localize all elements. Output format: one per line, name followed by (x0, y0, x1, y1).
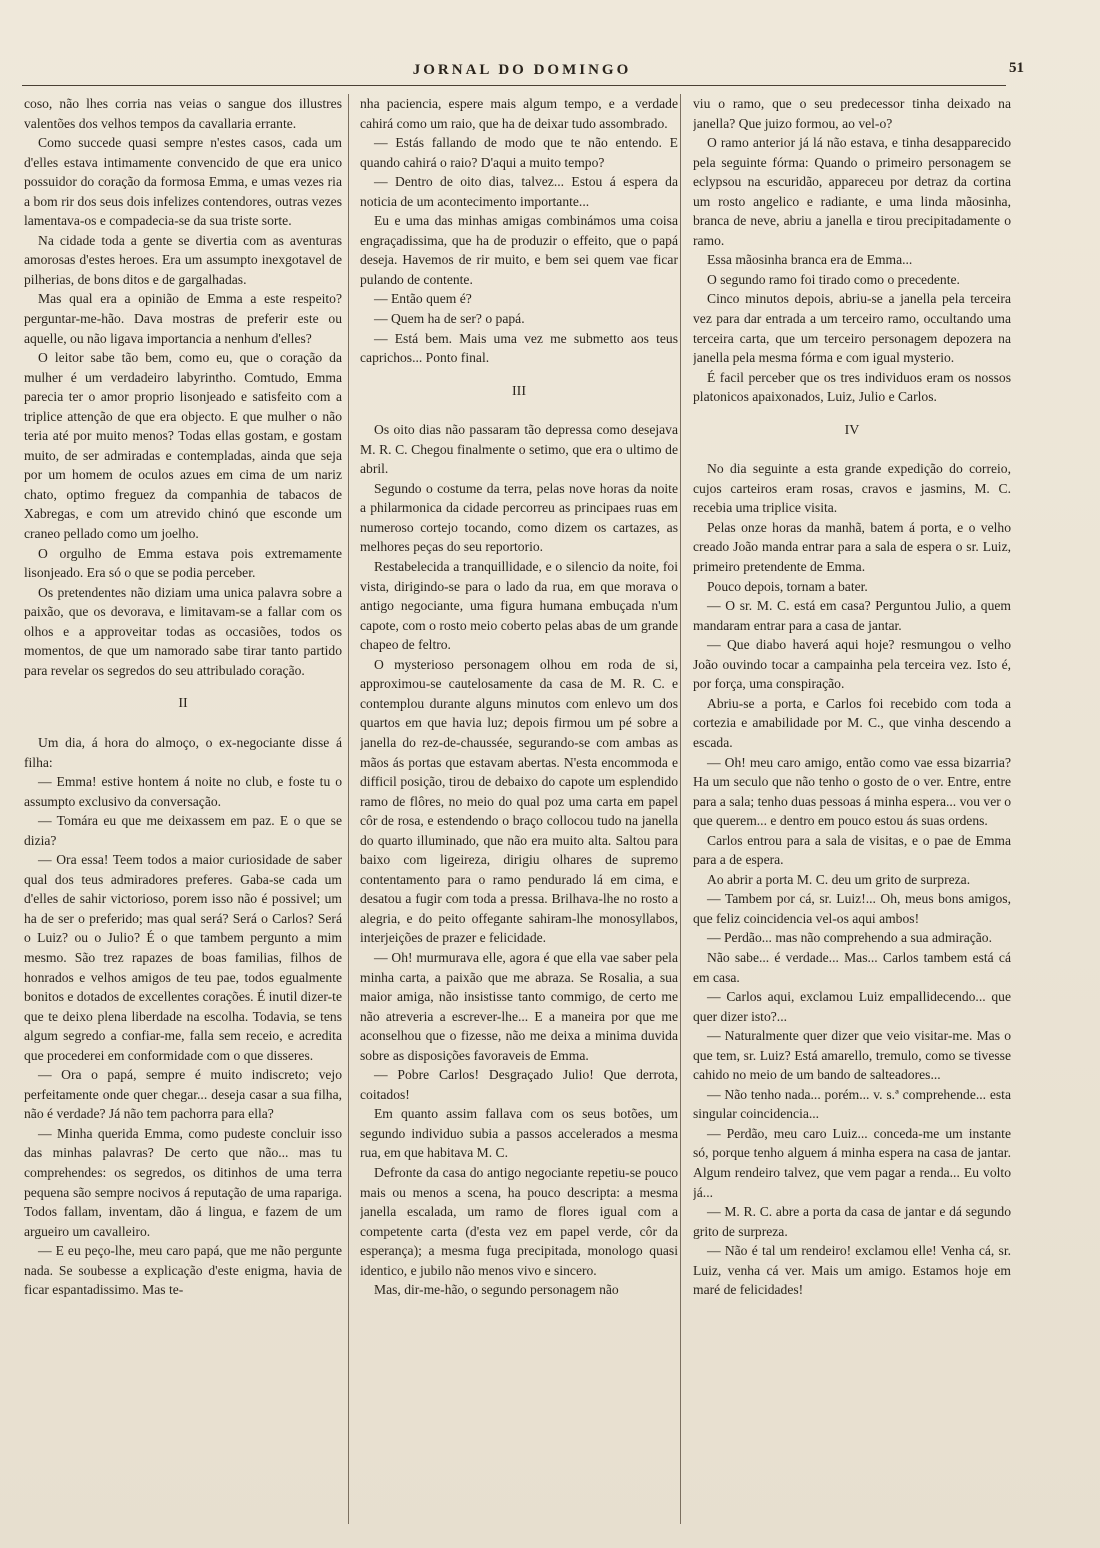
paragraph: — Naturalmente quer dizer que veio visitar-me. Mas o que tem, sr. Luiz? Está amarello, tremulo, como se tivesse cahido no meio de um bando de salteadores... (693, 1028, 1011, 1083)
page-number: 51 (1009, 60, 1024, 76)
paragraph: — Tambem por cá, sr. Luiz!... Oh, meus bons amigos, que feliz coincidencia vel-os aqui ambos! (693, 891, 1011, 926)
paragraph: É facil perceber que os tres individuos eram os nossos platonicos apaixonados, Luiz, Julio e Carlos. (693, 369, 1011, 405)
paragraph: Em quanto assim fallava com os seus botões, um segundo individuo subia a passos accelerados a mesma rua, em que habitava M. C. (360, 1106, 678, 1161)
paragraph: O segundo ramo foi tirado como o precedente. (707, 271, 960, 287)
text-column-3 (693, 94, 1011, 1534)
paragraph: Não sabe... é verdade... Mas... Carlos tambem está cá em casa. (693, 949, 1011, 985)
section-heading: II (178, 696, 188, 712)
paragraph: — Perdão... mas não comprehendo a sua admiração. (707, 930, 992, 946)
paragraph: O orgulho de Emma estava pois extremamente lisonjeado. Era só o que se podia perceber. (24, 545, 342, 581)
paragraph: — Quem ha de ser? o papá. (374, 311, 525, 327)
paragraph: nha paciencia, espere mais algum tempo, e a verdade cahirá como um raio, que ha de deixar tudo assombrado. (360, 96, 678, 131)
paragraph: — Perdão, meu caro Luiz... conceda-me um instante só, porque tenho alguem á minha espera na casa de jantar. Algum rendeiro talvez, que vem pagar a renda... Eu volto já... (693, 1125, 1011, 1200)
paragraph: — E eu peço-lhe, meu caro papá, que me não pergunte nada. Se soubesse a explicação d'este enigma, havia de ficar espantadissimo. Mas te- (24, 1243, 342, 1298)
paragraph: Na cidade toda a gente se divertia com as aventuras amorosas d'estes heroes. Era um assumpto inexgotavel de pilherias, de bons ditos e de gargalhadas. (24, 232, 342, 287)
paragraph: Essa mãosinha branca era de Emma... (707, 252, 913, 268)
paragraph: — Ora o papá, sempre é muito indiscreto; vejo perfeitamente onde quer chegar... deseja casar a sua filha, não é verdade? Já não tem pachorra para ella? (24, 1067, 342, 1122)
paragraph: — Pobre Carlos! Desgraçado Julio! Que derrota, coitados! (360, 1067, 678, 1102)
paragraph: Eu e uma das minhas amigas combinámos uma coisa engraçadissima, que ha de produzir o effeito, que o papá deseja. Havemos de rir muito, e bem sei quem vae ficar pulando de contente. (360, 213, 678, 287)
paragraph: O ramo anterior já lá não estava, e tinha desapparecido pela seguinte fórma: Quando o primeiro personagem se eclypsou na escuridão, appareceu por detraz da cortina um rosto angelico e radiante, e uma linda mãosinha, branca de neve, abriu a janella e tirou precipitadamente o ramo. (693, 135, 1011, 248)
paragraph: Cinco minutos depois, abriu-se a janella pela terceira vez para dar entrada a um terceiro ramo, occultando uma terceira carta, que um terceiro personagem depozera na janella pela mesma fórma e com igual mysterio. (693, 291, 1011, 366)
paragraph: Defronte da casa do antigo negociante repetiu-se pouco mais ou menos a scena, ha pouco descripta: a mesma janella escalada, um ramo de flores igual com a competente carta (d'esta vez em papel verde, côr da esperança); a mesma fuga precipitada, monologo quasi identico, e jubilo não menos vivo e sincero. (360, 1164, 678, 1278)
paragraph: — Oh! murmurava elle, agora é que ella vae saber pela minha carta, a paixão que me abraza. Se Rosalia, a sua maior amiga, não insistisse tanto commigo, de certo me não atreveria a escrever-lhe... E a maneira por que me aconselhou que o fizesse, não me deixa a minima duvida sobre as disposições favoraveis de Emma. (360, 949, 678, 1063)
section-heading: IV (844, 422, 860, 438)
paragraph: — Ora essa! Teem todos a maior curiosidade de saber qual dos teus admiradores preferes. Gaba-se cada um d'elles de sahir victorioso, porem isso não é possivel; um ha de ser o preferido; mas qual será? Será o Carlos? Será o Luiz? ou o Julio? É o que tambem pergunto a mim mesmo. São trez rapazes de boas familias, filhos de honrados e velhos amigos de teu pae, todos egualmente bonitos e dotados de excellentes corações. É inutil dizer-te que te deixo plena liberdade na escolha. Todavia, se tens algum segredo a confiar-me, falla sem receio, e acredita que procederei em conformidade com o que disseres. (24, 852, 342, 1063)
paragraph: Segundo o costume da terra, pelas nove horas da noite a philarmonica da cidade percorreu as principaes ruas em numeroso cortejo tocando, como dizem os cartazes, as melhores peças do seu reportorio. (360, 480, 678, 555)
paragraph: Um dia, á hora do almoço, o ex-negociante disse á filha: (24, 734, 342, 770)
paragraph: — Está bem. Mais uma vez me submetto aos teus caprichos... Ponto final. (360, 330, 678, 366)
paragraph: Como succede quasi sempre n'estes casos, cada um d'elles estava intimamente convencido de que era unico possuidor do coração da formosa Emma, e umas vezes ria a bom rir dos seus dois infelizes contendores, outras vezes lamentava-os e compadecia-se da sua triste sorte. (24, 135, 342, 229)
paragraph: Ao abrir a porta M. C. deu um grito de surpreza. (707, 871, 971, 887)
paragraph: viu o ramo, que o seu predecessor tinha deixado na janella? Que juizo formou, ao vel-o? (693, 96, 1011, 131)
paragraph: — Tomára eu que me deixassem em paz. E o que se dizia? (24, 813, 342, 848)
paragraph: coso, não lhes corria nas veias o sangue dos illustres valentões dos velhos tempos da cavallaria errante. (24, 96, 342, 131)
paragraph: — Que diabo haverá aqui hoje? resmungou o velho João ouvindo tocar a campainha pela terceira vez. Isto é, por força, uma conspiração. (693, 637, 1011, 692)
paragraph: Carlos entrou para a sala de visitas, e o pae de Emma para a de espera. (693, 832, 1011, 868)
paragraph: Mas, dir-me-hão, o segundo personagem não (374, 1282, 619, 1298)
paragraph: Restabelecida a tranquillidade, e o silencio da noite, foi vista, dirigindo-se para o lado da rua, em que morava o antigo negociante, uma figura humana embuçada n'um capote, com o rosto meio coberto pelas abas de um grande chapeo de feltro. (360, 559, 678, 653)
paragraph: Pelas onze horas da manhã, batem á porta, e o velho creado João manda entrar para a sala de espera o sr. Luiz, primeiro pretendente de Emma. (693, 519, 1011, 575)
paragraph: — Minha querida Emma, como pudeste concluir isso das minhas palavras? De certo que não... mas tu comprehendes: os segredos, os ditinhos de uma terra pequena são sempre nocivos á reputação de uma rapariga. Todos fallam, inventam, dão á lingua, e fazem de um argueiro um cavalleiro. (24, 1125, 342, 1239)
paragraph: O mysterioso personagem olhou em roda de si, approximou-se cautelosamente da casa de M. R. C. e contemplou durante alguns minutos com enlevo um dos quartos em que havia luz; depois firmou um pé sobre a janella do rez-de-chaussée, segurando-se com ambas as mãos ás portas que estavam abertas. N'esta encommoda e difficil posição, tirou de debaixo do capote um esplendido ramo de flôres, no meio do qual poz uma carta em papel côr de rosa, e estendendo o braço collocou tudo na janella do quarto illuminado, que não era muito alta. Saltou para baixo com ligeireza, dirigiu olhares de supremo contentamento para o ramo pendurado lá em cima, e desatou a fugir com toda a pressa. Brilhava-lhe no rosto a alegria, e do peito offegante sahiram-lhe monosyllabos, interjeições de prazer e felicidade. (360, 656, 678, 946)
paragraph: — Carlos aqui, exclamou Luiz empallidecendo... que quer dizer isto?... (693, 989, 1011, 1024)
paragraph: Os oito dias não passaram tão depressa como desejava M. R. C. Chegou finalmente o setimo, que era o ultimo de abril. (360, 422, 678, 477)
header-rule (22, 85, 1006, 86)
section-heading: III (512, 383, 526, 399)
paragraph: No dia seguinte a esta grande expedição do correio, cujos carteiros eram rosas, cravos e jasmins, M. C. recebia uma triplice visita. (693, 461, 1011, 516)
paragraph: — M. R. C. abre a porta da casa de jantar e dá segundo grito de surpreza. (693, 1204, 1011, 1239)
paragraph: — Não é tal um rendeiro! exclamou elle! Venha cá, sr. Luiz, venha cá ver. Mais um amigo. Estamos hoje em maré de felicidades! (693, 1243, 1011, 1298)
paragraph: — Dentro de oito dias, talvez... Estou á espera da noticia de um acontecimento importante... (360, 174, 678, 209)
paragraph: Os pretendentes não diziam uma unica palavra sobre a paixão, que os devorava, e limitavam-se a fallar com os olhos e a approveitar todas as occasiões, todos os momentos, de que um namorado sabe tirar tanto partido para revelar os segredos do seu attribulado coração. (24, 584, 342, 678)
paragraph: — Emma! estive hontem á noite no club, e foste tu o assumpto exclusivo da conversação. (24, 774, 342, 809)
paragraph: Abriu-se a porta, e Carlos foi recebido com toda a cortezia e amabilidade por M. C., que vinha descendo a escada. (693, 695, 1011, 750)
column-divider (680, 94, 681, 1524)
page-header (22, 58, 1022, 84)
column-divider (348, 94, 349, 1524)
text-column-1 (24, 94, 342, 1534)
paragraph: — Oh! meu caro amigo, então como vae essa bizarria? Ha um seculo que não tenho o gosto de o ver. Entre, entre para a sala; tenho duas pessoas á minha espera... vou ver o que querem... e dentro em pouco estou ás suas ordens. (693, 754, 1011, 829)
text-column-2 (360, 94, 678, 1534)
paragraph: — O sr. M. C. está em casa? Perguntou Julio, a quem mandaram entrar para a casa de jantar. (693, 598, 1011, 633)
journal-title: JORNAL DO DOMINGO (412, 62, 632, 78)
paragraph: — Não tenho nada... porém... v. s.ª comprehende... esta singular coincidencia... (693, 1086, 1011, 1122)
paragraph: Mas qual era a opinião de Emma a este respeito? perguntar-me-hão. Dava mostras de preferir este ou aquelle, ou não ligava importancia a nenhum d'elles? (24, 291, 342, 346)
paragraph: — Então quem é? (374, 291, 472, 307)
paragraph: — Estás fallando de modo que te não entendo. E quando cahirá o raio? D'aqui a muito tempo? (360, 135, 678, 170)
paragraph: Pouco depois, tornam a bater. (707, 578, 868, 594)
paragraph: O leitor sabe tão bem, como eu, que o coração da mulher é um verdadeiro labyrintho. Comtudo, Emma parecia ter o amor proprio lisonjeado e satisfeito com a triplice attenção de que era objecto. E que mulher o não teria até por muito menos? Todas ellas gostam, e gostam muito, de ser admiradas e contempladas, ainda que seja por um homem de oculos azues em cima de um nariz chato, optimo freguez da companhia de tabacos de Xabregas, e com um atrevido chinó que esconde um craneo pellado como um joelho. (24, 350, 342, 542)
